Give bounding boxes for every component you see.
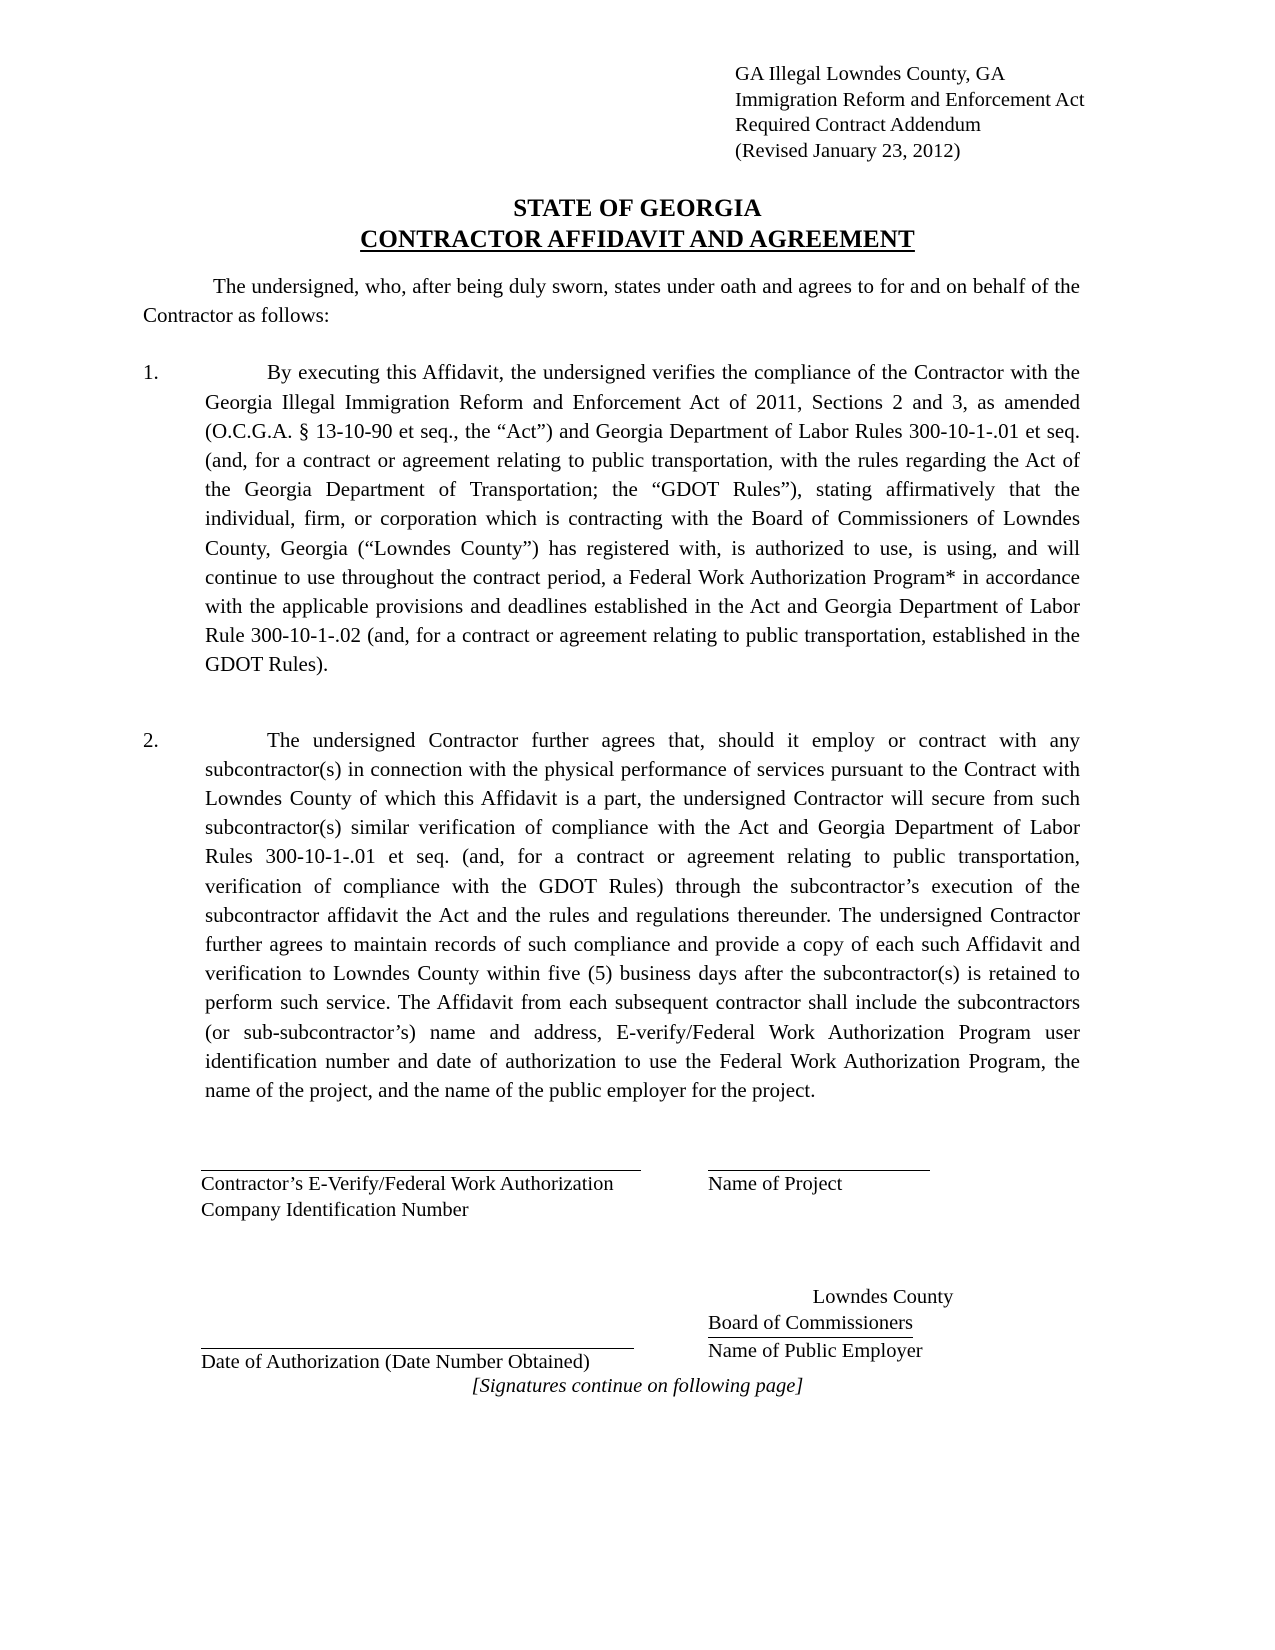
document-header [735,62,1135,164]
document-body [143,272,1080,1105]
public-employer-label: Name of Public Employer [708,1340,923,1362]
header-line-3: Required Contract Addendum [735,114,981,136]
header-line-4: (Revised January 23, 2012) [735,139,961,162]
contractor-everify-label-line2: Company Identification Number [201,1199,469,1221]
clause-1 [143,358,1080,679]
signature-row-1 [143,1170,1080,1244]
clause-2 [143,726,1080,1106]
project-name-field[interactable] [708,1170,1080,1197]
date-authorization-field[interactable] [201,1348,646,1375]
clause-2-number: 2. [143,727,159,752]
page-title: STATE OF GEORGIA [513,195,762,222]
contractor-everify-label-line1: Contractor’s E-Verify/Federal Work Authorization [201,1173,614,1195]
employer-name-line2: Board of Commissioners [708,1310,913,1338]
intro-paragraph: The undersigned, who, after being duly sworn, states under oath and agrees to for and on behalf of the Contractor as follows: [143,274,1080,328]
clause-2-text: The undersigned Contractor further agrees that, should it employ or contract with any subcontractor(s) in connection with the physical performance of services pursuant to the Contract with Lowndes County of which this Affidavit is a part, the undersigned Contractor will secure from such subcontractor(s) similar verification of compliance with the Act and Georgia Department of Labor Rules 300-10-1-.01 et seq. (and, for a contract or agreement relating to public transportation, verification of compliance with the GDOT Rules) through the subcontractor’s execution of the subcontractor affidavit the Act and the rules and regulations thereunder. The undersigned Contractor further agrees to maintain records of such compliance and provide a copy of each such Affidavit and verification to Lowndes County within five (5) business days after the subcontractor(s) is retained to perform such service. The Affidavit from each subsequent contractor shall include the subcontractors (or sub-subcontractor’s) name and address, E-verify/Federal Work Authorization Program user identification number and date of authorization to use the Federal Work Authorization Program, the name of the project, and the name of the public employer for the project. [205,727,1080,1103]
project-name-label: Name of Project [708,1173,843,1195]
signatures-continue-note: [Signatures continue on following page] [471,1375,804,1397]
public-employer-field [708,1284,1080,1364]
clause-1-number: 1. [143,360,159,385]
clause-1-text: By executing this Affidavit, the undersigned verifies the compliance of the Contractor with the Georgia Illegal Immigration Reform and Enforcement Act of 2011, Sections 2 and 3, as amended (O.C.G.A. § 13-10-90 et seq., the “Act”) and Georgia Department of Labor Rules 300-10-1-.01 et seq. (and, for a contract or agreement relating to public transportation, with the rules regarding the Act of the Georgia Department of Transportation; the “GDOT Rules”), stating affirmatively that the individual, firm, or corporation which is contracting with the Board of Commissioners of Lowndes County, Georgia (“Lowndes County”) has registered with, is authorized to use, is using, and will continue to use throughout the contract period, a Federal Work Authorization Program* in accordance with the applicable provisions and deadlines established in the Act and Georgia Department of Labor Rule 300-10-1-.02 (and, for a contract or agreement relating to public transportation, established in the GDOT Rules). [205,360,1080,677]
date-authorization-label: Date of Authorization (Date Number Obtained) [201,1351,590,1373]
signature-block [143,1170,1080,1402]
employer-name-line1: Lowndes County [812,1286,954,1308]
page-subtitle: CONTRACTOR AFFIDAVIT AND AGREEMENT [360,226,915,253]
employer-name-line2-wrap [708,1310,1080,1338]
header-line-2: Immigration Reform and Enforcement Act [735,88,1085,111]
header-line-1: GA Illegal Lowndes County, GA [735,63,1006,85]
title-block [0,193,1275,255]
contractor-everify-field[interactable] [201,1170,646,1223]
clause-spacer [143,680,1080,706]
